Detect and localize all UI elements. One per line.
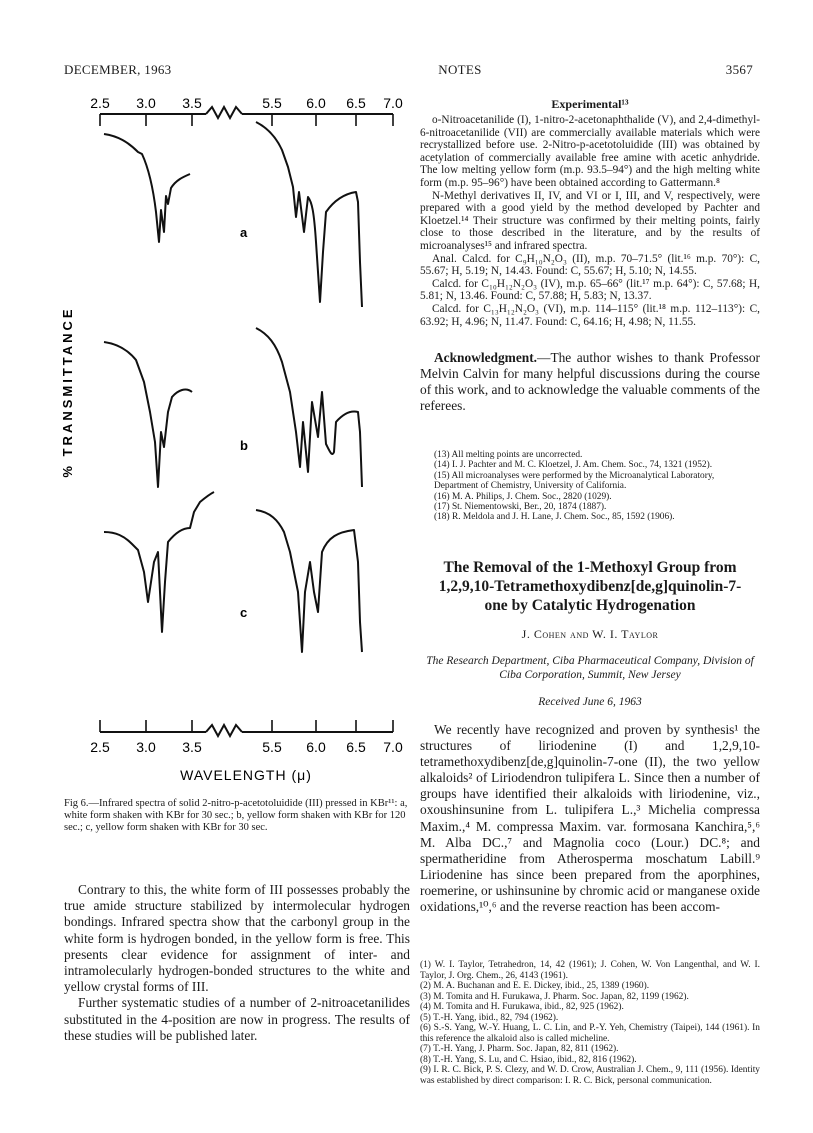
analysis-paragraph: Calcd. for C₁₃H₁₂N₂O₃ (VI), m.p. 114–115° (lit.¹⁸ m.p. 112–113°): C, 63.92; H, 4.96; N, 11.47. Found: C, 64.16; H, 4.98; N, 11.55.: [420, 302, 760, 328]
bottom-tick-label: 7.0: [383, 739, 403, 755]
reference: (3) M. Tomita and H. Furukawa, J. Pharm. Soc. Japan, 82, 1199 (1962).: [420, 991, 689, 1002]
article-title: The Removal of the 1-Methoxyl Group from 1,2,9,10-Tetramethoxydibenz[de,g]quinolin-7- one by Catalytic Hydrogenation: [438, 559, 742, 614]
acknowledgment-text: —The author wishes to thank Professor Melvin Calvin for many helpful discussions during the course of this work, and to acknowledge the valuable comments of the referees.: [420, 350, 760, 413]
spectrum-c-right: [256, 510, 362, 652]
article-authors: J. Cohen and W. I. Taylor: [521, 627, 659, 641]
trace-label-b: b: [240, 438, 248, 453]
reference: (16) M. A. Philips, J. Chem. Soc., 2820 (1029).: [434, 491, 612, 502]
experimental-paragraph: o-Nitroacetanilide (I), 1-nitro-2-acetonaphthalide (V), and 2,4-dimethyl-6-nitroacetanilide (VII) are commercially available materials which were recrystallized before use. 2-Nitro-p-acetotoluidide (III) was obtained by acetylation of commercially available free amine with acetic anhydride. The low melting yellow form (m.p. 93.5–94°) and the high melting white form (m.p. 95–96°) have been obtained according to Gattermann.⁸: [420, 114, 760, 189]
running-header-section: NOTES: [438, 62, 482, 77]
trace-label-a: a: [240, 225, 248, 240]
reference: (15) All microanalyses were performed by the Microanalytical Laboratory, Department of Chemistry, University of California.: [434, 470, 715, 492]
bottom-tick-label: 2.5: [90, 739, 110, 755]
running-header-date: DECEMBER, 1963: [64, 62, 172, 77]
reference: (1) W. I. Taylor, Tetrahedron, 14, 42 (1961); J. Cohen, W. Von Langenthal, and W. I. Taylor, J. Org. Chem., 26, 4143 (1961).: [420, 960, 760, 981]
reference: (2) M. A. Buchanan and E. E. Dickey, ibid., 25, 1389 (1960).: [420, 981, 650, 991]
analysis-paragraph: Anal. Calcd. for C₉H₁₀N₂O₃ (II), m.p. 70–71.5° (lit.¹⁶ m.p. 70°): C, 55.67; H, 5.19; N, 14.43. Found: C, 55.67; H, 5.10; N, 14.55.: [420, 252, 760, 278]
top-tick-label: 7.0: [383, 95, 403, 111]
bottom-tick-label: 6.0: [306, 739, 326, 755]
reference: (18) R. Meldola and J. H. Lane, J. Chem. Soc., 85, 1592 (1906).: [434, 512, 675, 523]
article-body: We recently have recognized and proven by synthesis¹ the structures of liriodenine (I) and 1,2,9,10-tetramethoxydibenz[de,g]quinolin-7-one (II), the two yellow alkaloids² of Liriodendron tulipifera L. Since then a number of groups have identified their alkaloids with liriodenine, viz., oxoushinsunine from L. tulipifera L.,³ Michelia compressa Maxim.,⁴ M. compressa Maxim. var. formosana Kanchira,⁵,⁶ M. Alba DC.,⁷ and Magnolia coco (Lour.) DC.⁸; and spermatheridine from Atherosperma moschatum Labill.⁹ Liriodenine has since been prepared from the aporphines, roemerine, or ushinsunine by chromic acid or manganese oxide oxidations,¹⁰,⁶ and the reverse reaction has been accom-: [420, 722, 760, 915]
experimental-heading: Experimental¹³: [551, 97, 629, 111]
reference: (13) All melting points are uncorrected.: [434, 450, 583, 460]
reference: (8) T.-H. Yang, S. Lu, and C. Hsiao, ibid., 82, 816 (1962).: [420, 1054, 637, 1065]
reference: (7) T.-H. Yang, J. Pharm. Soc. Japan, 82, 811 (1962).: [420, 1044, 619, 1054]
spectrum-a-left: [104, 134, 190, 242]
references-list-1: [420, 450, 760, 523]
spectrum-b-right: [256, 328, 362, 487]
bottom-tick-label: 5.5: [262, 739, 282, 755]
reference: (5) T.-H. Yang, ibid., 82, 794 (1962).: [420, 1012, 559, 1023]
received-date: Received June 6, 1963: [538, 696, 642, 708]
x-axis-label: WAVELENGTH (μ): [180, 767, 312, 783]
acknowledgment-heading: Acknowledgment.: [434, 350, 538, 365]
bottom-tick-label: 3.5: [182, 739, 202, 755]
references-list-2: [420, 960, 760, 1086]
reference: (9) I. R. C. Bick, P. S. Clezy, and W. D. Crow, Australian J. Chem., 9, 111 (1956). Identity was established by direct comparison: I. R. C. Bick, personal communication.: [420, 1065, 760, 1086]
top-tick-label: 6.5: [346, 95, 366, 111]
reference: (17) St. Niementowski, Ber., 20, 1874 (1887).: [434, 502, 607, 513]
top-tick-label: 5.5: [262, 95, 282, 111]
bottom-tick-label: 6.5: [346, 739, 366, 755]
y-axis-label: % TRANSMITTANCE: [60, 306, 75, 478]
trace-label-c: c: [240, 605, 248, 620]
body-paragraph: Further systematic studies of a number of 2-nitroacetanilides substituted in the 4-position are now in progress. The results of these studies will be published later.: [64, 995, 410, 1043]
analysis-paragraph: Calcd. for C₁₀H₁₂N₂O₃ (IV), m.p. 65–66° (lit.¹⁷ m.p. 64°): C, 57.68; H, 5.81; N, 13.46. Found: C, 57.88; H, 5.83; N, 13.37.: [420, 277, 760, 303]
top-tick-label: 3.5: [182, 95, 202, 111]
experimental-section: [420, 114, 760, 328]
ir-spectra-figure: [58, 92, 408, 792]
reference: (6) S.-S. Yang, W.-Y. Huang, L. C. Lin, and P.-Y. Yeh, Chemistry (Taipei), 144 (1961). In this reference the alkaloid also is called micheline.: [420, 1023, 760, 1044]
bottom-tick-label: 3.0: [136, 739, 156, 755]
acknowledgment: [420, 350, 760, 414]
top-tick-label: 2.5: [90, 95, 110, 111]
spectrum-b-left: [104, 342, 192, 487]
article-affiliation: The Research Department, Ciba Pharmaceutical Company, Division of Ciba Corporation, Summit, New Jersey: [426, 655, 754, 681]
left-column-body: [64, 882, 410, 1044]
page-number: 3567: [725, 62, 753, 77]
top-tick-label: 3.0: [136, 95, 156, 111]
spectrum-c-left: [104, 492, 214, 632]
reference: (4) M. Tomita and H. Furukawa, ibid., 82, 925 (1962).: [420, 1002, 624, 1012]
top-tick-label: 6.0: [306, 95, 326, 111]
reference: (14) I. J. Pachter and M. C. Kloetzel, J. Am. Chem. Soc., 74, 1321 (1952).: [434, 460, 713, 471]
experimental-paragraph: N-Methyl derivatives II, IV, and VI or I, III, and V, respectively, were prepared with a good yield by the method developed by Pachter and Kloetzel.¹⁴ Their structure was confirmed by their melting points, fairly close to those described in the literature, and by the results of microanalyses¹⁵ and infrared spectra.: [420, 189, 760, 252]
spectrum-a-right: [256, 122, 362, 307]
figure-caption: Fig 6.—Infrared spectra of solid 2-nitro-p-acetotoluidide (III) pressed in KBr¹¹: a, white form shaken with KBr for 30 sec.; b, yellow form shaken with KBr for 120 sec.; c, yellow form shaken with KBr for 30 sec.: [64, 798, 408, 833]
body-paragraph: Contrary to this, the white form of III possesses probably the true amide structure stabilized by intermolecular hydrogen bondings. Infrared spectra show that the carbonyl group in the white form is hydrogen bonded, in the yellow form is free. This presents clear evidence for assignment of inter- and intramolecularly hydrogen-bonded structures to the white and yellow crystal forms of III.: [64, 882, 410, 995]
